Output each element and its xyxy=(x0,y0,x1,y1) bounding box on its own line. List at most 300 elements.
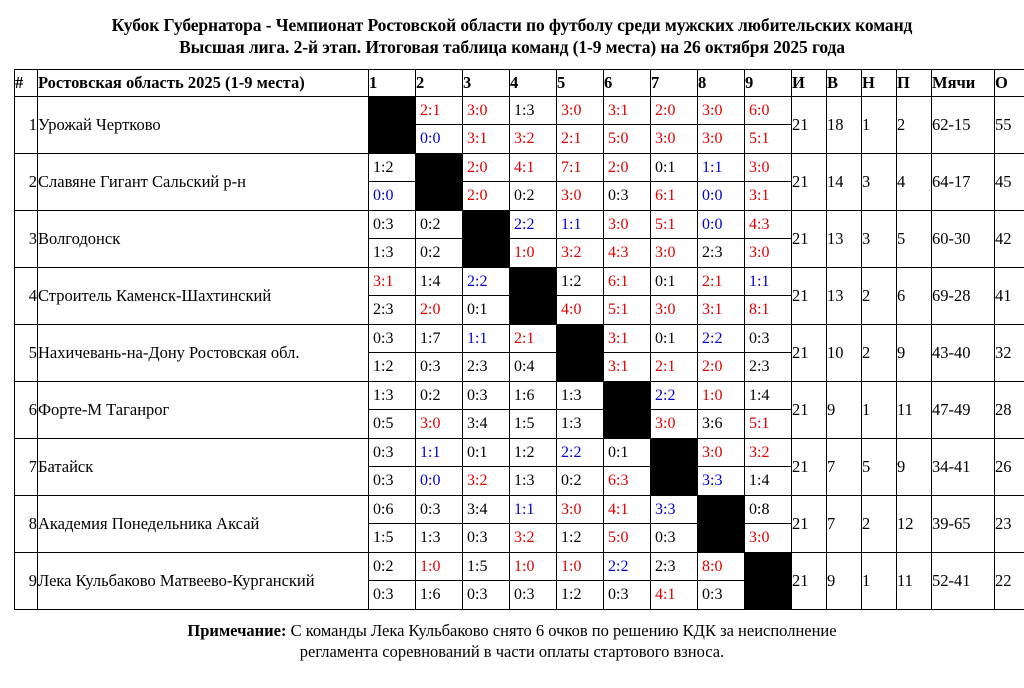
result-score-second-leg: 0:3 xyxy=(420,358,441,376)
result-score-first-leg: 0:1 xyxy=(651,325,697,353)
result-cell xyxy=(369,210,416,267)
header-opponent-3: 3 xyxy=(463,69,510,96)
result-cell xyxy=(745,381,792,438)
result-cell xyxy=(698,552,745,609)
result-score-second-leg: 5:1 xyxy=(608,301,629,319)
result-score-first-leg: 0:3 xyxy=(416,496,462,524)
row-rank: 7 xyxy=(15,438,38,495)
result-score-first-leg: 0:2 xyxy=(369,553,415,581)
table-row xyxy=(15,153,1024,210)
row-points: 55 xyxy=(995,96,1024,153)
row-rank: 1 xyxy=(15,96,38,153)
result-cell xyxy=(604,495,651,552)
header-rank: # xyxy=(15,69,38,96)
result-score-second-leg: 2:3 xyxy=(702,244,723,262)
row-games: 21 xyxy=(792,381,827,438)
result-score-second-leg: 5:0 xyxy=(608,529,629,547)
row-losses: 2 xyxy=(897,96,932,153)
result-score-first-leg: 1:1 xyxy=(745,268,791,296)
result-score-second-leg: 6:3 xyxy=(608,472,629,490)
result-score-first-leg: 3:0 xyxy=(557,97,603,125)
result-cell xyxy=(557,381,604,438)
result-score-first-leg: 1:0 xyxy=(557,553,603,581)
row-goals: 47-49 xyxy=(932,381,995,438)
result-score-second-leg: 0:3 xyxy=(655,529,676,547)
header-wins: В xyxy=(827,69,862,96)
result-score-first-leg: 0:2 xyxy=(416,382,462,410)
result-score-second-leg: 2:0 xyxy=(702,358,723,376)
result-score-second-leg: 3:0 xyxy=(655,415,676,433)
diagonal-cell xyxy=(745,552,792,609)
row-losses: 5 xyxy=(897,210,932,267)
result-score-first-leg: 2:1 xyxy=(698,268,744,296)
result-score-second-leg: 3:2 xyxy=(561,244,582,262)
result-cell xyxy=(698,96,745,153)
result-cell xyxy=(416,381,463,438)
result-cell xyxy=(463,96,510,153)
result-score-first-leg: 0:8 xyxy=(745,496,791,524)
result-score-first-leg: 6:0 xyxy=(745,97,791,125)
result-cell xyxy=(416,324,463,381)
page-title xyxy=(14,14,1010,59)
row-points: 23 xyxy=(995,495,1024,552)
footnote xyxy=(14,620,1010,663)
row-losses: 12 xyxy=(897,495,932,552)
row-wins: 9 xyxy=(827,381,862,438)
row-wins: 7 xyxy=(827,438,862,495)
result-score-second-leg: 2:0 xyxy=(467,187,488,205)
result-score-second-leg: 3:4 xyxy=(467,415,488,433)
result-score-second-leg: 5:1 xyxy=(749,130,770,148)
result-cell xyxy=(510,324,557,381)
result-score-first-leg: 1:1 xyxy=(463,325,509,353)
result-score-second-leg: 3:0 xyxy=(420,415,441,433)
row-losses: 11 xyxy=(897,381,932,438)
result-cell xyxy=(557,153,604,210)
result-score-first-leg: 7:1 xyxy=(557,154,603,182)
header-losses: П xyxy=(897,69,932,96)
result-score-first-leg: 1:1 xyxy=(698,154,744,182)
result-cell xyxy=(369,324,416,381)
row-games: 21 xyxy=(792,552,827,609)
row-points: 45 xyxy=(995,153,1024,210)
result-score-first-leg: 3:4 xyxy=(463,496,509,524)
row-games: 21 xyxy=(792,495,827,552)
header-draws: Н xyxy=(862,69,897,96)
result-score-second-leg: 5:0 xyxy=(608,130,629,148)
header-opponent-2: 2 xyxy=(416,69,463,96)
result-score-second-leg: 0:3 xyxy=(467,529,488,547)
result-score-second-leg: 1:2 xyxy=(373,358,394,376)
result-cell xyxy=(416,267,463,324)
result-cell xyxy=(510,438,557,495)
result-score-first-leg: 3:1 xyxy=(604,97,650,125)
result-score-second-leg: 3:0 xyxy=(749,529,770,547)
footnote-label: Примечание: xyxy=(187,620,287,640)
result-cell xyxy=(369,438,416,495)
result-score-first-leg: 0:3 xyxy=(369,439,415,467)
result-score-second-leg: 1:6 xyxy=(420,586,441,604)
result-score-first-leg: 2:1 xyxy=(510,325,556,353)
row-team-name: Урожай Чертково xyxy=(38,96,369,153)
result-score-second-leg: 5:1 xyxy=(749,415,770,433)
result-score-first-leg: 0:0 xyxy=(698,211,744,239)
result-score-first-leg: 2:2 xyxy=(698,325,744,353)
standings-table xyxy=(14,69,1024,610)
result-score-second-leg: 2:3 xyxy=(373,301,394,319)
row-draws: 1 xyxy=(862,381,897,438)
result-score-first-leg: 1:3 xyxy=(557,382,603,410)
result-cell xyxy=(698,324,745,381)
header-points: О xyxy=(995,69,1024,96)
result-cell xyxy=(557,96,604,153)
result-score-second-leg: 1:3 xyxy=(514,472,535,490)
header-opponent-4: 4 xyxy=(510,69,557,96)
row-team-name: Лека Кульбаково Матвеево-Курганский xyxy=(38,552,369,609)
result-score-second-leg: 3:1 xyxy=(749,187,770,205)
row-wins: 18 xyxy=(827,96,862,153)
result-score-first-leg: 3:1 xyxy=(604,325,650,353)
result-cell xyxy=(745,438,792,495)
result-score-first-leg: 2:2 xyxy=(510,211,556,239)
row-draws: 5 xyxy=(862,438,897,495)
title-line-2: Высшая лига. 2-й этап. Итоговая таблица команд (1-9 места) на 26 октября 2025 года xyxy=(179,37,845,58)
result-score-first-leg: 0:1 xyxy=(463,439,509,467)
result-cell xyxy=(510,96,557,153)
row-goals: 39-65 xyxy=(932,495,995,552)
row-games: 21 xyxy=(792,267,827,324)
result-cell xyxy=(416,210,463,267)
result-score-second-leg: 4:3 xyxy=(608,244,629,262)
result-score-first-leg: 3:2 xyxy=(745,439,791,467)
table-row xyxy=(15,438,1024,495)
result-score-first-leg: 3:0 xyxy=(698,439,744,467)
header-opponent-1: 1 xyxy=(369,69,416,96)
row-goals: 43-40 xyxy=(932,324,995,381)
result-cell xyxy=(416,552,463,609)
result-cell xyxy=(604,267,651,324)
result-score-second-leg: 2:3 xyxy=(467,358,488,376)
result-cell xyxy=(463,324,510,381)
result-score-second-leg: 3:0 xyxy=(561,187,582,205)
result-cell xyxy=(698,438,745,495)
row-team-name: Академия Понедельника Аксай xyxy=(38,495,369,552)
result-score-first-leg: 1:2 xyxy=(369,154,415,182)
diagonal-cell xyxy=(651,438,698,495)
result-score-second-leg: 1:5 xyxy=(514,415,535,433)
table-row xyxy=(15,210,1024,267)
result-score-second-leg: 0:1 xyxy=(467,301,488,319)
result-cell xyxy=(557,210,604,267)
result-cell xyxy=(651,96,698,153)
row-goals: 34-41 xyxy=(932,438,995,495)
row-losses: 9 xyxy=(897,324,932,381)
row-points: 32 xyxy=(995,324,1024,381)
result-score-first-leg: 1:7 xyxy=(416,325,462,353)
result-score-second-leg: 0:3 xyxy=(702,586,723,604)
row-team-name: Славяне Гигант Сальский р-н xyxy=(38,153,369,210)
row-rank: 3 xyxy=(15,210,38,267)
result-score-second-leg: 3:1 xyxy=(608,358,629,376)
result-score-second-leg: 2:0 xyxy=(420,301,441,319)
result-score-first-leg: 3:0 xyxy=(698,97,744,125)
row-draws: 3 xyxy=(862,210,897,267)
result-score-second-leg: 3:2 xyxy=(514,130,535,148)
result-score-first-leg: 8:0 xyxy=(698,553,744,581)
result-score-second-leg: 3:0 xyxy=(655,244,676,262)
row-games: 21 xyxy=(792,96,827,153)
result-score-first-leg: 0:3 xyxy=(369,325,415,353)
result-cell xyxy=(463,495,510,552)
diagonal-cell xyxy=(604,381,651,438)
result-cell xyxy=(604,438,651,495)
result-score-second-leg: 3:0 xyxy=(655,301,676,319)
result-score-first-leg: 1:3 xyxy=(369,382,415,410)
result-score-second-leg: 4:0 xyxy=(561,301,582,319)
row-losses: 11 xyxy=(897,552,932,609)
row-rank: 9 xyxy=(15,552,38,609)
result-score-second-leg: 0:2 xyxy=(561,472,582,490)
row-points: 28 xyxy=(995,381,1024,438)
row-goals: 64-17 xyxy=(932,153,995,210)
result-score-second-leg: 1:2 xyxy=(561,586,582,604)
row-wins: 10 xyxy=(827,324,862,381)
result-score-second-leg: 1:4 xyxy=(749,472,770,490)
result-cell xyxy=(463,438,510,495)
result-cell xyxy=(651,324,698,381)
result-cell xyxy=(463,153,510,210)
diagonal-cell xyxy=(416,153,463,210)
row-wins: 13 xyxy=(827,267,862,324)
result-score-first-leg: 3:0 xyxy=(463,97,509,125)
result-cell xyxy=(651,210,698,267)
result-score-first-leg: 0:3 xyxy=(463,382,509,410)
result-score-second-leg: 0:0 xyxy=(373,187,394,205)
result-score-second-leg: 1:3 xyxy=(420,529,441,547)
header-opponent-7: 7 xyxy=(651,69,698,96)
row-games: 21 xyxy=(792,153,827,210)
result-cell xyxy=(604,96,651,153)
row-points: 26 xyxy=(995,438,1024,495)
result-score-first-leg: 0:3 xyxy=(745,325,791,353)
result-score-second-leg: 0:3 xyxy=(373,472,394,490)
title-line-1: Кубок Губернатора - Чемпионат Ростовской области по футболу среди мужских любительских команд xyxy=(111,15,913,35)
row-rank: 6 xyxy=(15,381,38,438)
diagonal-cell xyxy=(369,96,416,153)
row-points: 22 xyxy=(995,552,1024,609)
result-score-first-leg: 3:3 xyxy=(651,496,697,524)
diagonal-cell xyxy=(463,210,510,267)
result-score-second-leg: 2:3 xyxy=(749,358,770,376)
result-score-second-leg: 0:4 xyxy=(514,358,535,376)
result-cell xyxy=(651,381,698,438)
result-cell xyxy=(604,552,651,609)
result-score-first-leg: 1:1 xyxy=(557,211,603,239)
row-draws: 1 xyxy=(862,96,897,153)
result-score-first-leg: 0:1 xyxy=(651,154,697,182)
result-score-second-leg: 1:5 xyxy=(373,529,394,547)
result-score-first-leg: 1:4 xyxy=(416,268,462,296)
result-score-first-leg: 2:0 xyxy=(651,97,697,125)
result-cell xyxy=(416,495,463,552)
row-team-name: Форте-М Таганрог xyxy=(38,381,369,438)
row-team-name: Нахичевань-на-Дону Ростовская обл. xyxy=(38,324,369,381)
table-row xyxy=(15,552,1024,609)
result-score-first-leg: 0:3 xyxy=(369,211,415,239)
result-score-first-leg: 1:0 xyxy=(698,382,744,410)
result-cell xyxy=(463,267,510,324)
result-score-first-leg: 3:0 xyxy=(604,211,650,239)
result-score-second-leg: 3:2 xyxy=(467,472,488,490)
row-rank: 4 xyxy=(15,267,38,324)
row-draws: 1 xyxy=(862,552,897,609)
result-score-second-leg: 0:0 xyxy=(702,187,723,205)
result-score-second-leg: 0:3 xyxy=(373,586,394,604)
row-rank: 5 xyxy=(15,324,38,381)
result-score-first-leg: 1:1 xyxy=(416,439,462,467)
diagonal-cell xyxy=(510,267,557,324)
result-cell xyxy=(651,153,698,210)
result-cell xyxy=(510,552,557,609)
result-cell xyxy=(510,381,557,438)
result-score-first-leg: 2:0 xyxy=(463,154,509,182)
result-score-first-leg: 0:1 xyxy=(604,439,650,467)
result-cell xyxy=(604,210,651,267)
row-losses: 9 xyxy=(897,438,932,495)
result-cell xyxy=(557,267,604,324)
result-score-first-leg: 1:2 xyxy=(510,439,556,467)
result-score-first-leg: 2:2 xyxy=(557,439,603,467)
result-score-first-leg: 2:2 xyxy=(463,268,509,296)
result-cell xyxy=(369,552,416,609)
table-body xyxy=(15,96,1024,609)
result-score-second-leg: 0:0 xyxy=(420,472,441,490)
result-cell xyxy=(745,96,792,153)
result-score-first-leg: 1:0 xyxy=(416,553,462,581)
header-opponent-6: 6 xyxy=(604,69,651,96)
result-cell xyxy=(698,210,745,267)
result-cell xyxy=(745,153,792,210)
row-wins: 13 xyxy=(827,210,862,267)
result-score-first-leg: 1:1 xyxy=(510,496,556,524)
footnote-line-2: регламента соревнований в части оплаты стартового взноса. xyxy=(299,642,725,662)
row-goals: 69-28 xyxy=(932,267,995,324)
row-team-name: Строитель Каменск-Шахтинский xyxy=(38,267,369,324)
result-score-first-leg: 1:3 xyxy=(510,97,556,125)
result-cell xyxy=(557,552,604,609)
result-cell xyxy=(369,495,416,552)
diagonal-cell xyxy=(698,495,745,552)
table-row xyxy=(15,324,1024,381)
result-cell xyxy=(416,438,463,495)
table-row xyxy=(15,267,1024,324)
result-score-second-leg: 1:2 xyxy=(561,529,582,547)
result-cell xyxy=(369,381,416,438)
row-wins: 7 xyxy=(827,495,862,552)
row-rank: 8 xyxy=(15,495,38,552)
row-games: 21 xyxy=(792,210,827,267)
row-points: 41 xyxy=(995,267,1024,324)
diagonal-cell xyxy=(557,324,604,381)
row-games: 21 xyxy=(792,438,827,495)
result-score-second-leg: 1:3 xyxy=(561,415,582,433)
row-draws: 2 xyxy=(862,324,897,381)
row-team-name: Батайск xyxy=(38,438,369,495)
result-cell xyxy=(745,324,792,381)
result-score-first-leg: 3:0 xyxy=(557,496,603,524)
result-score-second-leg: 0:2 xyxy=(420,244,441,262)
result-score-first-leg: 0:2 xyxy=(416,211,462,239)
result-cell xyxy=(698,381,745,438)
row-points: 42 xyxy=(995,210,1024,267)
row-goals: 62-15 xyxy=(932,96,995,153)
table-row xyxy=(15,495,1024,552)
header-goals: Мячи xyxy=(932,69,995,96)
result-score-second-leg: 6:1 xyxy=(655,187,676,205)
result-score-second-leg: 0:0 xyxy=(420,130,441,148)
result-score-first-leg: 2:2 xyxy=(604,553,650,581)
result-score-second-leg: 0:3 xyxy=(608,187,629,205)
result-cell xyxy=(745,495,792,552)
result-score-first-leg: 1:5 xyxy=(463,553,509,581)
result-score-first-leg: 4:1 xyxy=(604,496,650,524)
table-row xyxy=(15,381,1024,438)
result-score-second-leg: 3:0 xyxy=(655,130,676,148)
row-wins: 14 xyxy=(827,153,862,210)
result-score-first-leg: 2:0 xyxy=(604,154,650,182)
row-losses: 4 xyxy=(897,153,932,210)
result-score-first-leg: 2:1 xyxy=(416,97,462,125)
result-score-second-leg: 2:1 xyxy=(561,130,582,148)
header-opponent-8: 8 xyxy=(698,69,745,96)
result-cell xyxy=(557,495,604,552)
result-cell xyxy=(463,552,510,609)
result-score-second-leg: 3:6 xyxy=(702,415,723,433)
row-wins: 9 xyxy=(827,552,862,609)
result-score-second-leg: 3:1 xyxy=(467,130,488,148)
result-score-first-leg: 5:1 xyxy=(651,211,697,239)
result-cell xyxy=(369,153,416,210)
row-goals: 52-41 xyxy=(932,552,995,609)
result-cell xyxy=(651,552,698,609)
result-cell xyxy=(463,381,510,438)
result-cell xyxy=(369,267,416,324)
result-score-second-leg: 0:5 xyxy=(373,415,394,433)
result-score-first-leg: 1:2 xyxy=(557,268,603,296)
header-games: И xyxy=(792,69,827,96)
result-score-first-leg: 0:1 xyxy=(651,268,697,296)
result-score-second-leg: 3:0 xyxy=(702,130,723,148)
result-score-first-leg: 3:1 xyxy=(369,268,415,296)
row-losses: 6 xyxy=(897,267,932,324)
row-team-name: Волгодонск xyxy=(38,210,369,267)
result-cell xyxy=(557,438,604,495)
result-cell xyxy=(698,267,745,324)
result-score-second-leg: 2:1 xyxy=(655,358,676,376)
result-score-second-leg: 0:3 xyxy=(467,586,488,604)
result-cell xyxy=(698,153,745,210)
result-score-second-leg: 0:3 xyxy=(608,586,629,604)
result-score-second-leg: 0:3 xyxy=(514,586,535,604)
result-score-first-leg: 0:6 xyxy=(369,496,415,524)
result-cell xyxy=(510,153,557,210)
table-header-row xyxy=(15,69,1024,96)
result-score-second-leg: 0:2 xyxy=(514,187,535,205)
result-score-second-leg: 3:0 xyxy=(749,244,770,262)
result-score-first-leg: 3:0 xyxy=(745,154,791,182)
result-cell xyxy=(510,495,557,552)
result-cell xyxy=(416,96,463,153)
